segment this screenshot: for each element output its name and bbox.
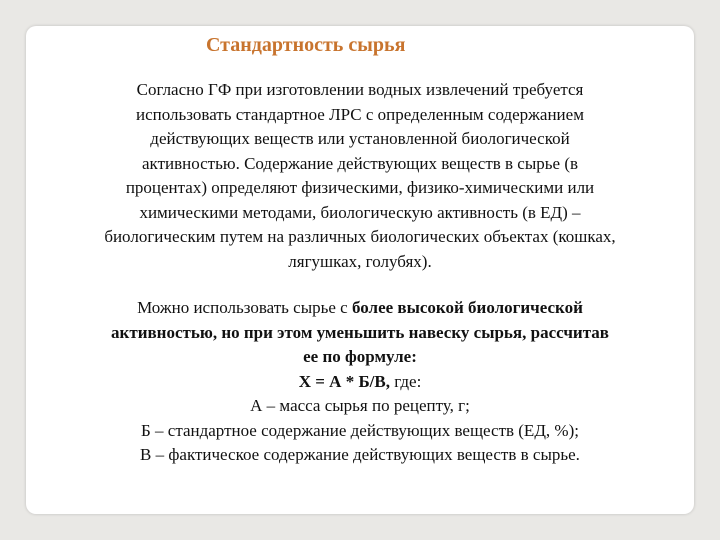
formula-suffix: где: <box>390 371 422 391</box>
paragraph-formula <box>46 296 674 468</box>
text-line: активностью. Содержание действующих веществ в сырье (в <box>141 153 579 173</box>
slide <box>26 26 694 514</box>
text-line: Согласно ГФ при изготовлении водных извлечений требуется <box>136 80 584 99</box>
formula-line <box>46 370 674 395</box>
text-line: биологическим путем на различных биологических объектах (кошках, <box>104 227 616 246</box>
definition-v: В – фактическое содержание действующих веществ в сырье. <box>140 445 580 464</box>
text-line: процентах) определяют физическими, физико-химическими или <box>125 178 595 197</box>
text-line <box>46 345 674 370</box>
text-line: действующих веществ или установленной биологической <box>150 129 570 148</box>
paragraph-standard-requirements <box>46 78 674 274</box>
definition-a: А – масса сырья по рецепту, г; <box>250 396 470 415</box>
text-line: химическими методами, биологическую активность (в ЕД) – <box>139 202 581 222</box>
text-bold: ее по формуле: <box>303 347 417 366</box>
text-line <box>46 296 674 321</box>
text-line <box>46 321 674 346</box>
definition-b: Б – стандартное содержание действующих веществ (ЕД, %); <box>141 420 579 440</box>
text-bold: более высокой биологической <box>351 298 583 317</box>
text-bold: активностью, но при этом уменьшить навеску сырья, рассчитав <box>111 322 609 342</box>
text-plain: Можно использовать сырье с <box>137 298 352 317</box>
slide-title: Стандартность сырья <box>206 34 406 56</box>
text-line: лягушках, голубях). <box>288 251 432 271</box>
text-line: использовать стандартное ЛРС с определенным содержанием <box>136 104 584 124</box>
formula: Х = А * Б/В, <box>298 371 390 391</box>
